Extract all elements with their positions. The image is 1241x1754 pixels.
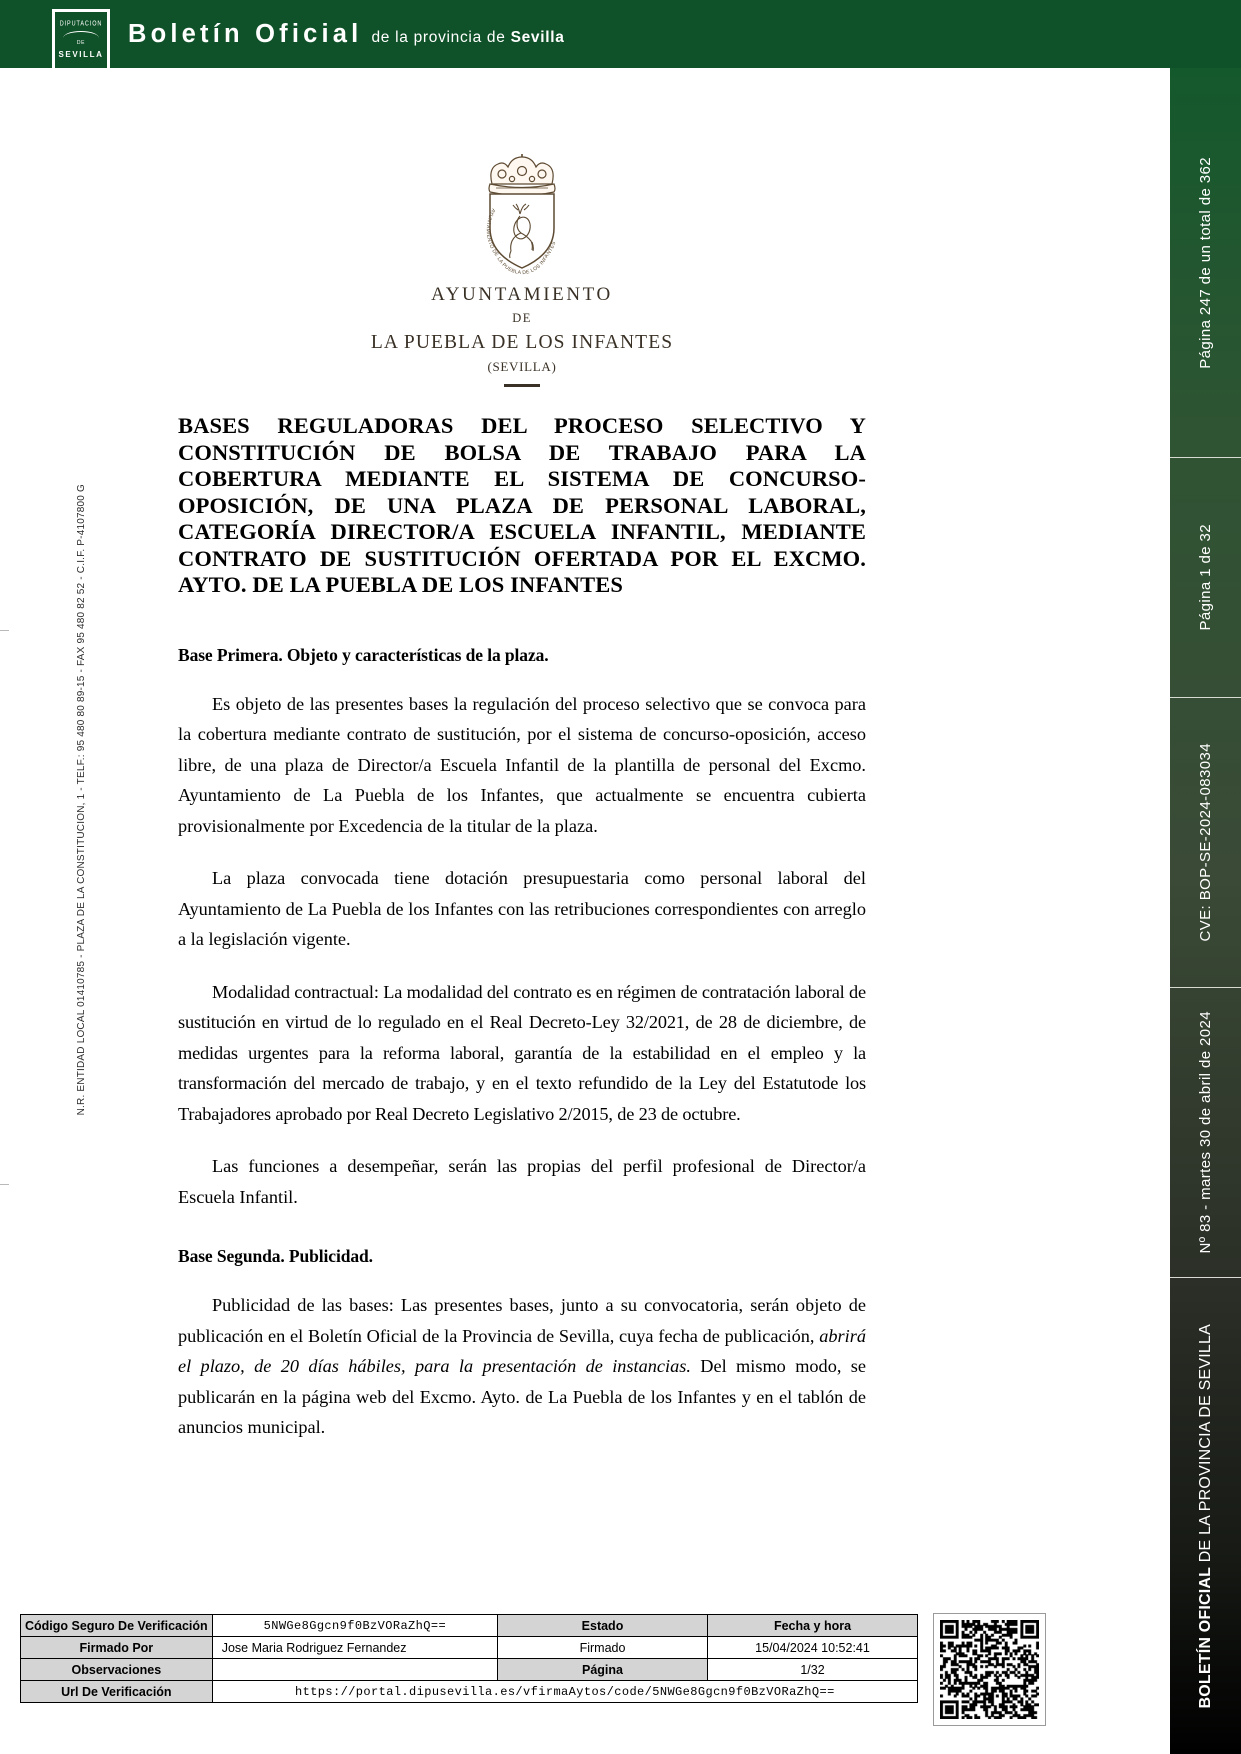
- verif-value-pagina: 1/32: [708, 1659, 918, 1681]
- publicidad-text-part1: Publicidad de las bases: Las presentes bases, junto a su convocatoria, serán objeto de publicación en el Boletín Oficial de la Provincia de Sevilla, cuya fecha de publicación,: [178, 1295, 866, 1346]
- rail-cell-page-of-total: [1170, 68, 1241, 458]
- table-row: [21, 1659, 918, 1681]
- table-row: [21, 1637, 918, 1659]
- municipal-crest-block: [178, 0, 866, 387]
- verif-value-observaciones: [212, 1659, 497, 1681]
- publicidad-text-italic: abrirá el plazo, de 20 días hábiles, para la presentación de instancias.: [178, 1325, 866, 1376]
- rail-cell-cve: [1170, 698, 1241, 988]
- page-title: BASES REGULADORAS DEL PROCESO SELECTIVO Y CONSTITUCIÓN DE BOLSA DE TRABAJO PARA LA COBERTURA MEDIANTE EL SISTEMA DE CONCURSO-OPOSICIÓN, DE UNA PLAZA DE PERSONAL LABORAL, CATEGORÍA DIRECTOR/A ESCUELA INFANTIL, MEDIANTE CONTRATO DE SUSTITUCIÓN OFERTADA POR EL EXCMO. AYTO. DE LA PUEBLA DE LOS INFANTES: [178, 413, 866, 597]
- verif-value-firmado-por: Jose Maria Rodriguez Fernandez: [212, 1637, 497, 1659]
- right-margin-rail: [1170, 68, 1241, 1754]
- verif-label-fecha: Fecha y hora: [708, 1615, 918, 1637]
- rail-cell-page-of-doc: [1170, 458, 1241, 698]
- logo-province-text: SEVILLA: [58, 50, 104, 59]
- paragraph-objeto: Es objeto de las presentes bases la regulación del proceso selectivo que se convoca para la cobertura mediante contrato de sustitución, por el sistema de concurso-oposición, acceso libre, de una plaza de Director/a Escuela Infantil de la plantilla de personal del Excmo. Ayuntamiento de La Puebla de los Infantes, que actualmente se encuentra cubierta provisionalmente por Excedencia de la titular de la plaza.: [178, 693, 866, 836]
- verification-qr-code[interactable]: [933, 1613, 1046, 1726]
- rail-cell-publication-name: [1170, 1278, 1241, 1754]
- verif-label-csv: Código Seguro De Verificación: [21, 1615, 213, 1637]
- page-edge-mark-top: [0, 630, 9, 631]
- verif-value-fecha: 15/04/2024 10:52:41: [708, 1637, 918, 1659]
- verif-label-url: Url De Verificación: [21, 1681, 213, 1703]
- crest-divider-rule: [504, 384, 540, 387]
- table-row: [21, 1615, 918, 1637]
- verif-label-observaciones: Observaciones: [21, 1659, 213, 1681]
- left-margin-entity-block: [70, 455, 92, 1115]
- document-body: [178, 0, 866, 1443]
- masthead-title-sub-text: de la provincia de: [371, 28, 506, 46]
- paragraph-publicidad: [178, 1290, 866, 1443]
- verif-label-pagina: Página: [498, 1659, 708, 1681]
- rail-publication-name-text: [1197, 1324, 1215, 1709]
- qr-code-canvas: [940, 1620, 1039, 1719]
- verif-label-firmado-por: Firmado Por: [21, 1637, 213, 1659]
- coat-of-arms-icon: [468, 148, 576, 276]
- masthead-title-main: Boletín Oficial: [128, 19, 363, 48]
- paragraph-funciones: Las funciones a desempeñar, serán las propias del perfil profesional de Director/a Escuela Infantil.: [178, 1156, 866, 1207]
- diputacion-sevilla-logo: [52, 9, 110, 71]
- publicidad-text-part2: Del mismo modo, se publicarán en la página web del Excmo. Ayto. de La Puebla de los Infantes y en el tablón de anuncios municipal.: [178, 1356, 866, 1437]
- masthead-title-province: Sevilla: [510, 28, 565, 46]
- heading-base-primera: Base Primera. Objeto y características de la plaza.: [178, 644, 549, 665]
- verif-label-estado: Estado: [498, 1615, 708, 1637]
- crest-line-de: DE: [512, 311, 532, 325]
- verif-value-url[interactable]: https://portal.dipusevilla.es/vfirmaAytos/code/5NWGe8Ggcn9f0BzVORaZhQ==: [212, 1681, 917, 1703]
- paragraph-dotacion: La plaza convocada tiene dotación presupuestaria como personal laboral del Ayuntamiento de La Puebla de los Infantes con las retribuciones correspondientes con arreglo a la legislación vigente.: [178, 868, 866, 949]
- svg-text:AYUNTAMIENTO DE LA PUEBLA DE L: AYUNTAMIENTO DE LA PUEBLA DE LOS INFANTES: [484, 207, 558, 276]
- rail-page-of-total-text: Página 247 de un total de 362: [1197, 156, 1214, 369]
- verification-table: [20, 1614, 918, 1703]
- rail-issue-date-text: Nº 83 - martes 30 de abril de 2024: [1197, 1011, 1214, 1254]
- paragraph-modalidad: Modalidad contractual: La modalidad del contrato es en régimen de contratación laboral de sustitución en virtud de lo regulado en el Real Decreto-Ley 32/2021, de 28 de diciembre, de medidas urgentes para la reforma laboral, garantía de la estabilidad en el empleo y la transformación del mercado de trabajo, y en el texto refundido de la Ley del Estatutode los Trabajadores aprobado por Real Decreto Legislativo 2/2015, de 23 de octubre.: [178, 981, 866, 1124]
- crest-name-block: [178, 282, 866, 378]
- verif-value-csv: 5NWGe8Ggcn9f0BzVORaZhQ==: [212, 1615, 497, 1637]
- rail-publication-rest: DE LA PROVINCIA DE SEVILLA: [1196, 1323, 1214, 1567]
- rail-cell-issue-date: [1170, 988, 1241, 1278]
- rail-page-of-doc-text: Página 1 de 32: [1197, 524, 1214, 631]
- table-row: [21, 1681, 918, 1703]
- crest-line-ayuntamiento: AYUNTAMIENTO: [431, 284, 613, 305]
- crest-line-province: (SEVILLA): [487, 359, 557, 374]
- logo-arc-text: DIPUTACION: [59, 19, 103, 29]
- page-edge-mark-bottom: [0, 1184, 9, 1185]
- rail-cve-text: CVE: BOP-SE-2024-083034: [1197, 743, 1214, 942]
- crest-line-municipality: LA PUEBLA DE LOS INFANTES: [370, 332, 674, 353]
- logo-curve-rule: [63, 31, 99, 38]
- heading-base-segunda: Base Segunda. Publicidad.: [178, 1246, 373, 1266]
- left-margin-entity-text: N.R. ENTIDAD LOCAL 01410785 - PLAZA DE LA CONSTITUCION, 1 - TELF.: 95 480 80 89-15 - FAX 95 480 82 52 - C.I.F. P-4107800 G: [75, 483, 87, 1115]
- rail-publication-bold: BOLETÍN OFICIAL: [1196, 1566, 1214, 1709]
- logo-de-text: DE: [76, 40, 86, 46]
- verif-value-estado: Firmado: [498, 1637, 708, 1659]
